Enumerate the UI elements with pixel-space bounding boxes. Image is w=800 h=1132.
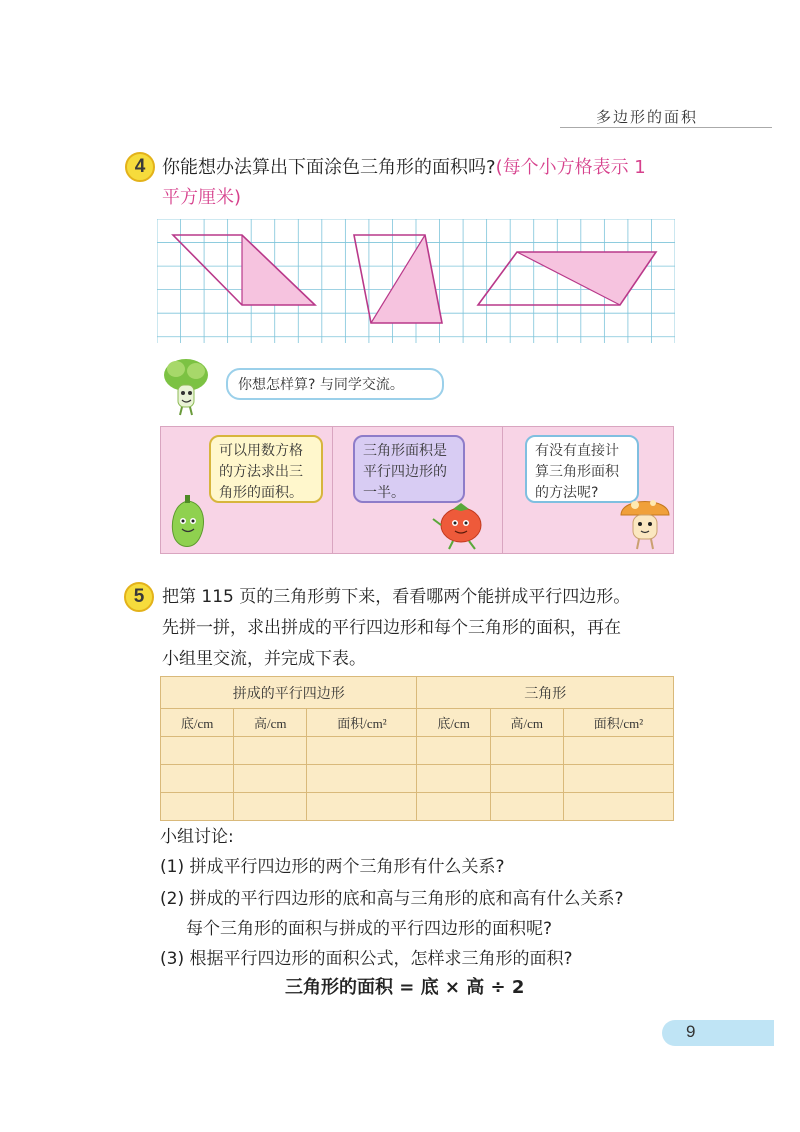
col-header: 底/cm: [417, 709, 490, 737]
chapter-title: 多边形的面积: [596, 108, 699, 126]
question-4-line1: 你能想办法算出下面涂色三角形的面积吗?: [162, 157, 496, 178]
table-cell[interactable]: [563, 793, 673, 821]
page-number: 9: [686, 1022, 696, 1041]
panel-divider-1: [332, 427, 333, 553]
question-4-note-2: 平方厘米): [162, 187, 242, 208]
table-cell[interactable]: [307, 737, 417, 765]
col-header: 底/cm: [161, 709, 234, 737]
bubble1-line3: 角形的面积。: [219, 485, 303, 501]
table-row: [161, 793, 674, 821]
question-4-text: [162, 153, 682, 213]
discussion-q2: (2) 拼成的平行四边形的底和高与三角形的底和高有什么关系?: [160, 889, 624, 909]
group-parallelogram-header: 拼成的平行四边形: [161, 677, 417, 709]
header-rule: [560, 127, 772, 128]
discussion-title: 小组讨论:: [160, 827, 234, 847]
table-cell[interactable]: [490, 793, 563, 821]
col-header: 高/cm: [234, 709, 307, 737]
question-4-badge: 4: [125, 152, 155, 182]
discussion-panel: [160, 426, 674, 554]
table-cell[interactable]: [490, 765, 563, 793]
grid-figure: [157, 219, 675, 347]
table-cell[interactable]: [234, 737, 307, 765]
discussion-q3: (3) 根据平行四边形的面积公式，怎样求三角形的面积?: [160, 949, 573, 969]
table-cell[interactable]: [417, 765, 490, 793]
table-cell[interactable]: [161, 737, 234, 765]
bubble3-line1: 有没有直接计: [535, 443, 619, 459]
discussion-q2-cont: 每个三角形的面积与拼成的平行四边形的面积呢?: [186, 919, 553, 939]
question-5-badge: 5: [124, 582, 154, 612]
bubble2-line1: 三角形面积是: [363, 443, 447, 459]
shaded-triangle-2: [371, 235, 442, 323]
results-table: [160, 676, 674, 821]
question-5-line1: 把第 115 页的三角形剪下来，看看哪两个能拼成平行四边形。: [162, 587, 631, 607]
col-header: 面积/cm²: [307, 709, 417, 737]
tomato-character: [431, 499, 493, 551]
question-5-line3: 小组里交流，并完成下表。: [162, 649, 366, 669]
table-cell[interactable]: [417, 737, 490, 765]
mushroom-character: [617, 489, 673, 551]
table-cell[interactable]: [234, 765, 307, 793]
table-cell[interactable]: [417, 793, 490, 821]
question-4-note-1: (每个小方格表示 1: [495, 157, 646, 178]
bubble3-line2: 算三角形面积: [535, 464, 619, 480]
panel-divider-2: [502, 427, 503, 553]
question-5-text: [162, 582, 722, 675]
prompt-speech-bubble: 你想怎样算? 与同学交流。: [226, 368, 444, 400]
table-cell[interactable]: [307, 793, 417, 821]
bubble1-line1: 可以用数方格: [219, 443, 303, 459]
table-cell[interactable]: [490, 737, 563, 765]
bubble2-line3: 一半。: [363, 485, 405, 501]
bubble3-line3: 的方法呢?: [535, 485, 599, 501]
table-cell[interactable]: [563, 737, 673, 765]
question-5-line2: 先拼一拼，求出拼成的平行四边形和每个三角形的面积，再在: [162, 618, 621, 638]
table-row: [161, 765, 674, 793]
discussion-q1: (1) 拼成平行四边形的两个三角形有什么关系?: [160, 857, 505, 877]
bubble1-line2: 的方法求出三: [219, 464, 303, 480]
group-triangle-header: 三角形: [417, 677, 674, 709]
table-column-row: [161, 709, 674, 737]
col-header: 高/cm: [490, 709, 563, 737]
table-cell[interactable]: [234, 793, 307, 821]
table-cell[interactable]: [161, 793, 234, 821]
page-number-tab: [662, 1020, 774, 1046]
bubble-half-parallelogram: [353, 435, 465, 503]
col-header: 面积/cm²: [563, 709, 673, 737]
table-cell[interactable]: [161, 765, 234, 793]
grid-svg: [157, 219, 675, 343]
shaded-triangle-3: [517, 252, 656, 305]
bubble2-line2: 平行四边形的: [363, 464, 447, 480]
table-cell[interactable]: [563, 765, 673, 793]
table-cell[interactable]: [307, 765, 417, 793]
pepper-character: [165, 495, 211, 551]
cabbage-character: [158, 355, 214, 417]
triangle-area-formula: 三角形的面积 = 底 × 高 ÷ 2: [285, 977, 525, 998]
bubble-count-squares: [209, 435, 323, 503]
table-row: [161, 737, 674, 765]
table-group-row: [161, 677, 674, 709]
